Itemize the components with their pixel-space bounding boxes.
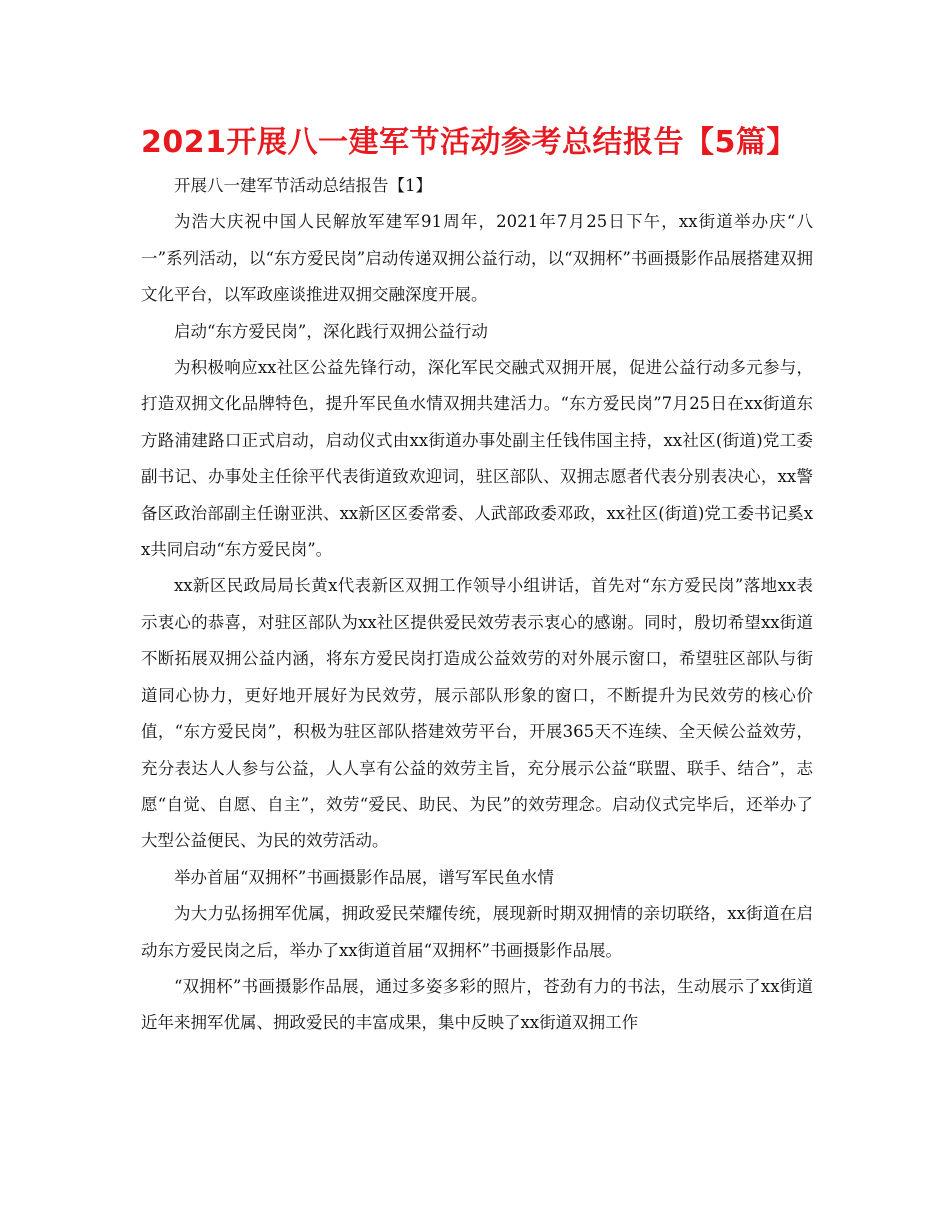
document-title: 2021开展八一建军节活动参考总结报告【5篇】 bbox=[141, 125, 797, 160]
section-heading: 启动“东方爱民岗”，深化践行双拥公益行动 bbox=[174, 321, 488, 341]
document-page bbox=[141, 118, 813, 1042]
body-paragraph: 为积极响应xx社区公益先锋行动，深化军民交融式双拥开展，促进公益行动多元参与，打造双拥文化品牌特色，提升军民鱼水情双拥共建活力。“东方爱民岗”7月25日在xx街道东方路浦建路口正式启动，启动仪式由xx街道办事处副主任钱伟国主持，xx社区(街道)党工委副书记、办事处主任徐平代表街道致欢迎词，驻区部队、双拥志愿者代表分别表决心，xx警备区政治部副主任谢亚洪、xx新区区委常委、人武部政委邓政，xx社区(街道)党工委书记奚xx共同启动“东方爱民岗”。 bbox=[141, 358, 813, 560]
document-body bbox=[141, 168, 813, 1042]
body-paragraph: 为浩大庆祝中国人民解放军建军91周年，2021年7月25日下午，xx街道举办庆“八一”系列活动，以“东方爱民岗”启动传递双拥公益行动，以“双拥杯”书画摄影作品展搭建双拥文化平台，以军政座谈推进双拥交融深度开展。 bbox=[141, 212, 813, 305]
body-paragraph: xx新区民政局局长黄x代表新区双拥工作领导小组讲话，首先对“东方爱民岗”落地xx表示衷心的恭喜，对驻区部队为xx社区提供爱民效劳表示衷心的感谢。同时，殷切希望xx街道不断拓展双拥公益内涵，将东方爱民岗打造成公益效劳的对外展示窗口，希望驻区部队与街道同心协力，更好地开展好为民效劳，展示部队形象的窗口，不断提升为民效劳的核心价值，“东方爱民岗”，积极为驻区部队搭建效劳平台，开展365天不连续、全天候公益效劳，充分表达人人参与公益，人人享有公益的效劳主旨，充分展示公益“联盟、联手、结合”，志愿“自觉、自愿、自主”，效劳“爱民、助民、为民”的效劳理念。启动仪式完毕后，还举办了大型公益便民、为民的效劳活动。 bbox=[141, 576, 813, 851]
section-heading: 开展八一建军节活动总结报告【1】 bbox=[174, 176, 432, 195]
section-heading: 举办首届“双拥杯”书画摄影作品展，谱写军民鱼水情 bbox=[174, 867, 554, 887]
body-paragraph: “双拥杯”书画摄影作品展，通过多姿多彩的照片，苍劲有力的书法，生动展示了xx街道近年来拥军优属、拥政爱民的丰富成果，集中反映了xx街道双拥工作 bbox=[141, 976, 813, 1033]
body-paragraph: 为大力弘扬拥军优属，拥政爱民荣耀传统，展现新时期双拥情的亲切联络，xx街道在启动东方爱民岗之后，举办了xx街道首届“双拥杯”书画摄影作品展。 bbox=[141, 904, 813, 960]
